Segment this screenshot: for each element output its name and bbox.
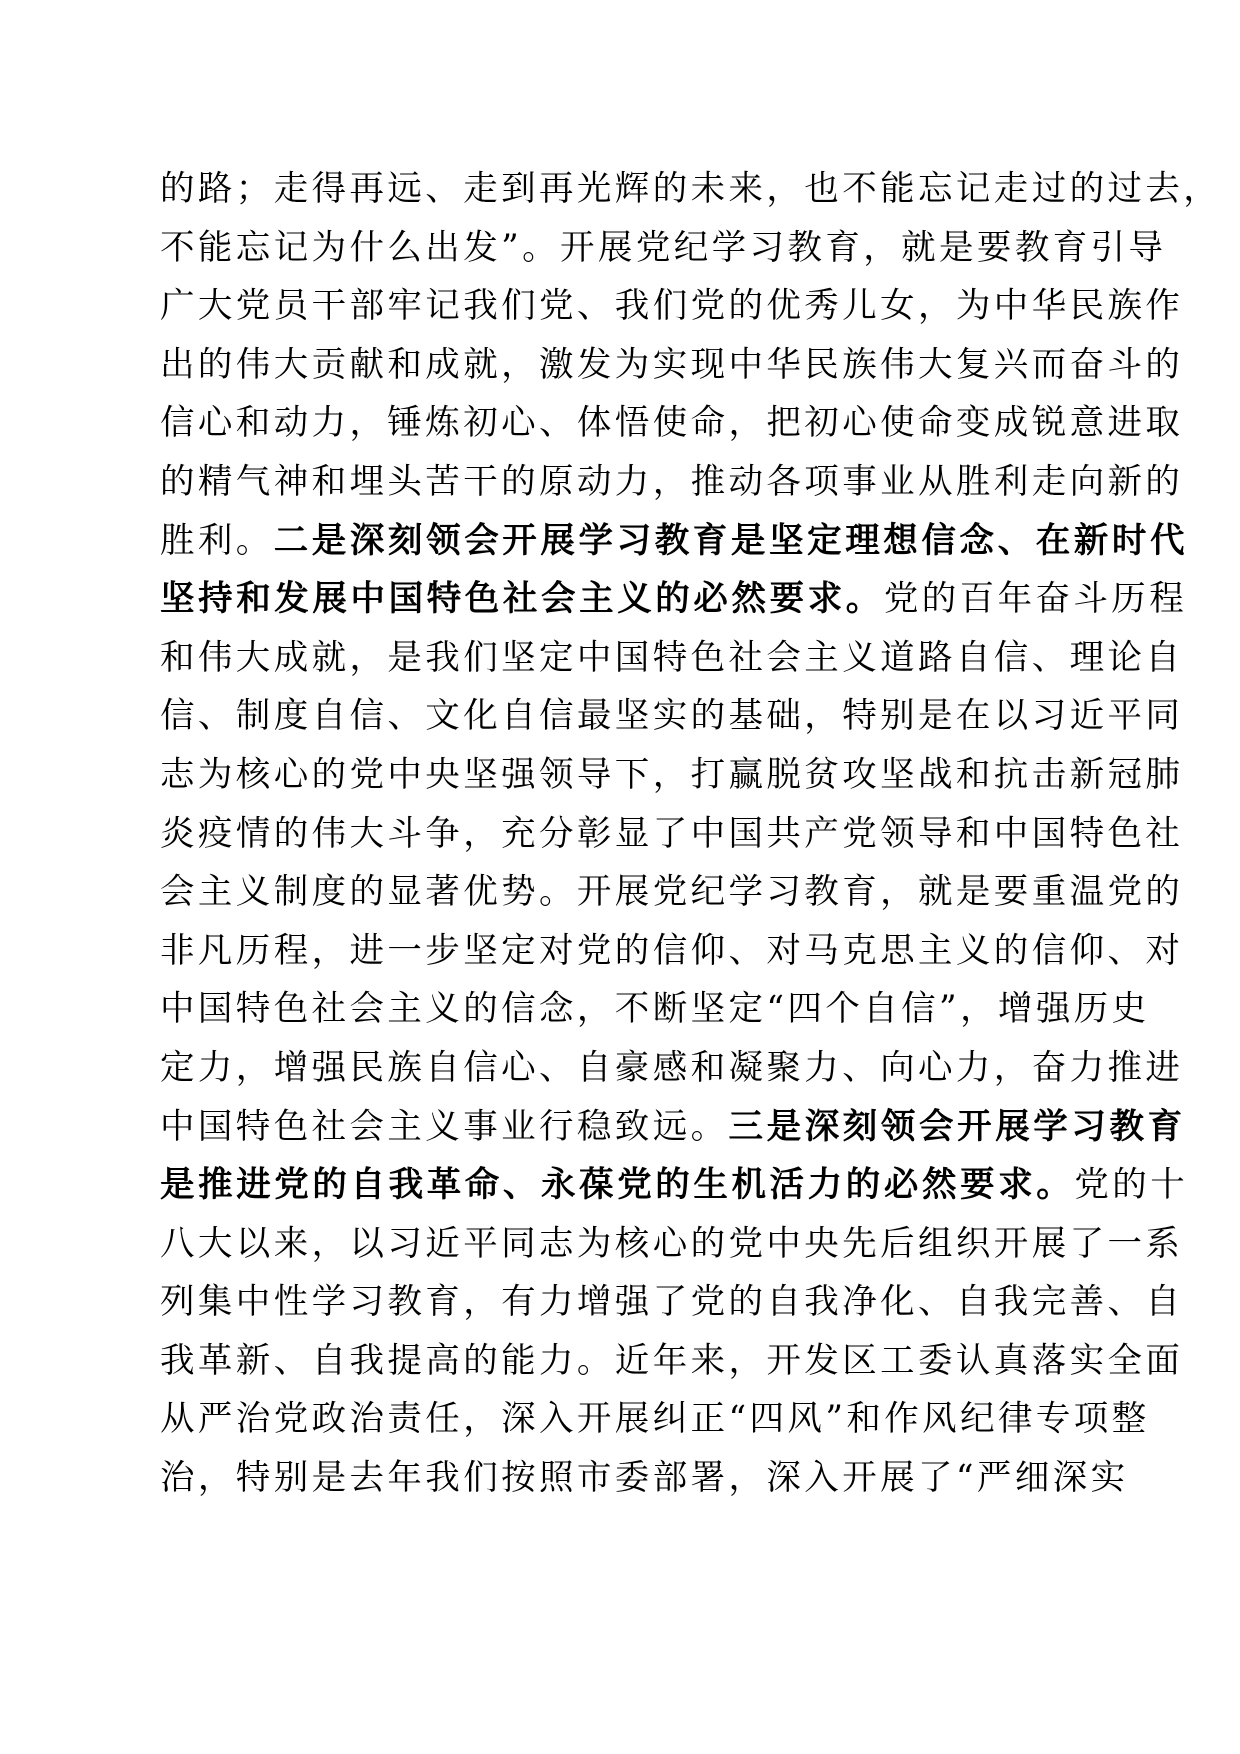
text-run: 和伟大成就，是我们坚定中国特色社会主义道路自信、理论自 bbox=[160, 637, 1184, 678]
text-line bbox=[160, 277, 1184, 336]
text-line bbox=[160, 805, 1184, 864]
text-line bbox=[160, 394, 1184, 453]
bold-heading-run: 二是深刻领会开展学习教育是坚定理想信念、在新时代 bbox=[273, 520, 1189, 561]
text-line bbox=[160, 219, 1167, 278]
text-run: 胜利。 bbox=[160, 520, 274, 561]
bold-heading-run: 三是深刻领会开展学习教育 bbox=[728, 1106, 1186, 1147]
text-run: 治，特别是去年我们按照市委部署，深入开展了“严细深实 bbox=[160, 1458, 1129, 1499]
text-line bbox=[160, 629, 1184, 688]
text-run: 会主义制度的显著优势。开展党纪学习教育，就是要重温党的 bbox=[160, 872, 1184, 913]
text-line bbox=[160, 746, 1184, 805]
text-run: 定力，增强民族自信心、自豪感和凝聚力、向心力，奋力推进 bbox=[160, 1047, 1184, 1088]
body-text bbox=[160, 160, 1222, 1508]
text-line bbox=[160, 1156, 1189, 1215]
text-run: 党的百年奋斗历程 bbox=[883, 579, 1188, 620]
text-run: 列集中性学习教育，有力增强了党的自我净化、自我完善、自 bbox=[160, 1282, 1184, 1323]
text-line bbox=[160, 1098, 1186, 1157]
text-line bbox=[160, 863, 1184, 922]
text-run: 我革新、自我提高的能力。近年来，开发区工委认真落实全面 bbox=[160, 1340, 1184, 1381]
text-run: 中国特色社会主义的信念，不断坚定“四个自信”，增强历史 bbox=[160, 989, 1150, 1030]
text-run: 的精气神和埋头苦干的原动力，推动各项事业从胜利走向新的 bbox=[160, 461, 1184, 502]
text-line bbox=[160, 336, 1184, 395]
text-line bbox=[160, 687, 1184, 746]
text-line bbox=[160, 1039, 1184, 1098]
text-line bbox=[160, 980, 1150, 1039]
text-run: 炎疫情的伟大斗争，充分彰显了中国共产党领导和中国特色社 bbox=[160, 813, 1184, 854]
bold-heading-run: 是推进党的自我革命、永葆党的生机活力的必然要求。 bbox=[160, 1165, 1075, 1206]
text-run: 非凡历程，进一步坚定对党的信仰、对马克思主义的信仰、对 bbox=[160, 930, 1184, 971]
text-run: 不能忘记为什么出发”。开展党纪学习教育，就是要教育引导 bbox=[160, 227, 1167, 268]
text-run: 八大以来，以习近平同志为核心的党中央先后组织开展了一系 bbox=[160, 1223, 1184, 1264]
text-line bbox=[160, 512, 1189, 571]
text-line bbox=[160, 160, 1222, 219]
text-run: 出的伟大贡献和成就，激发为实现中华民族伟大复兴而奋斗的 bbox=[160, 344, 1184, 385]
text-line bbox=[160, 1273, 1184, 1332]
text-line bbox=[160, 570, 1188, 629]
text-line bbox=[160, 1332, 1184, 1391]
text-run: 信心和动力，锤炼初心、体悟使命，把初心使命变成锐意进取 bbox=[160, 403, 1184, 444]
text-run: 党的十 bbox=[1074, 1165, 1189, 1206]
text-run: 从严治党政治责任，深入开展纠正“四风”和作风纪律专项整 bbox=[160, 1399, 1150, 1440]
bold-heading-run: 坚持和发展中国特色社会主义的必然要求。 bbox=[160, 579, 884, 620]
text-run: 志为核心的党中央坚强领导下，打赢脱贫攻坚战和抗击新冠肺 bbox=[160, 754, 1184, 795]
text-line bbox=[160, 1215, 1184, 1274]
text-line bbox=[160, 1390, 1150, 1449]
text-run: 的路；走得再远、走到再光辉的未来，也不能忘记走过的过去， bbox=[160, 169, 1222, 209]
text-run: 广大党员干部牢记我们党、我们党的优秀儿女，为中华民族作 bbox=[160, 286, 1184, 327]
text-line bbox=[160, 1449, 1129, 1508]
text-run: 信、制度自信、文化自信最坚实的基础，特别是在以习近平同 bbox=[160, 696, 1184, 737]
text-line bbox=[160, 922, 1184, 981]
text-line bbox=[160, 453, 1184, 512]
text-run: 中国特色社会主义事业行稳致远。 bbox=[160, 1106, 729, 1147]
